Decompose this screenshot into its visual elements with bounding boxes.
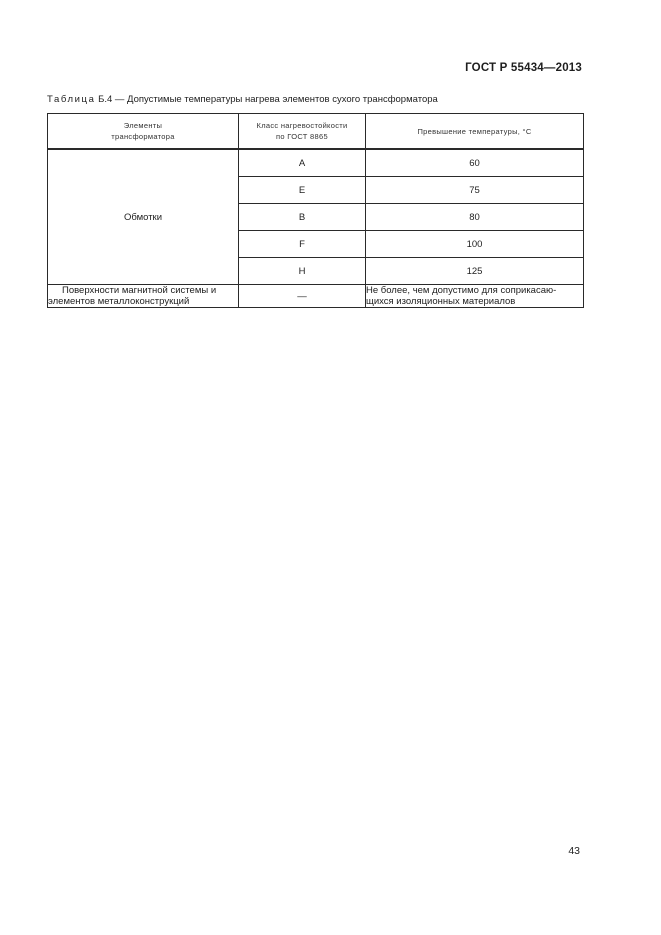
table-caption-prefix: Таблица (47, 94, 96, 105)
column-header-temperature: Превышение температуры, °С (366, 114, 584, 150)
table-caption-text: Б.4 — Допустимые температуры нагрева элементов сухого трансформатора (95, 94, 438, 105)
column-header-elements: Элементы трансформатора (48, 114, 239, 150)
temperature-cell: 125 (366, 258, 584, 285)
class-cell: B (239, 204, 366, 231)
temperature-cell: 60 (366, 149, 584, 177)
temperature-table (47, 113, 584, 308)
windings-cell: Обмотки (48, 149, 239, 285)
document-code: ГОСТ Р 55434—2013 (465, 62, 582, 74)
temperature-note-cell: Не более, чем допустимо для соприкасаю- щихся изоляционных материалов (366, 285, 584, 308)
class-cell: E (239, 177, 366, 204)
temperature-cell: 100 (366, 231, 584, 258)
class-cell: F (239, 231, 366, 258)
class-cell-dash: — (239, 285, 366, 308)
temperature-cell: 75 (366, 177, 584, 204)
table-row (48, 149, 584, 177)
table-row (48, 285, 584, 308)
class-cell: H (239, 258, 366, 285)
class-cell: A (239, 149, 366, 177)
page-number: 43 (568, 845, 580, 857)
table-header-row (48, 114, 584, 150)
surfaces-cell: Поверхности магнитной системы и элементов металлоконструкций (48, 285, 239, 308)
column-header-class: Класс нагревостойкости по ГОСТ 8865 (239, 114, 366, 150)
table-caption (47, 94, 438, 105)
temperature-cell: 80 (366, 204, 584, 231)
